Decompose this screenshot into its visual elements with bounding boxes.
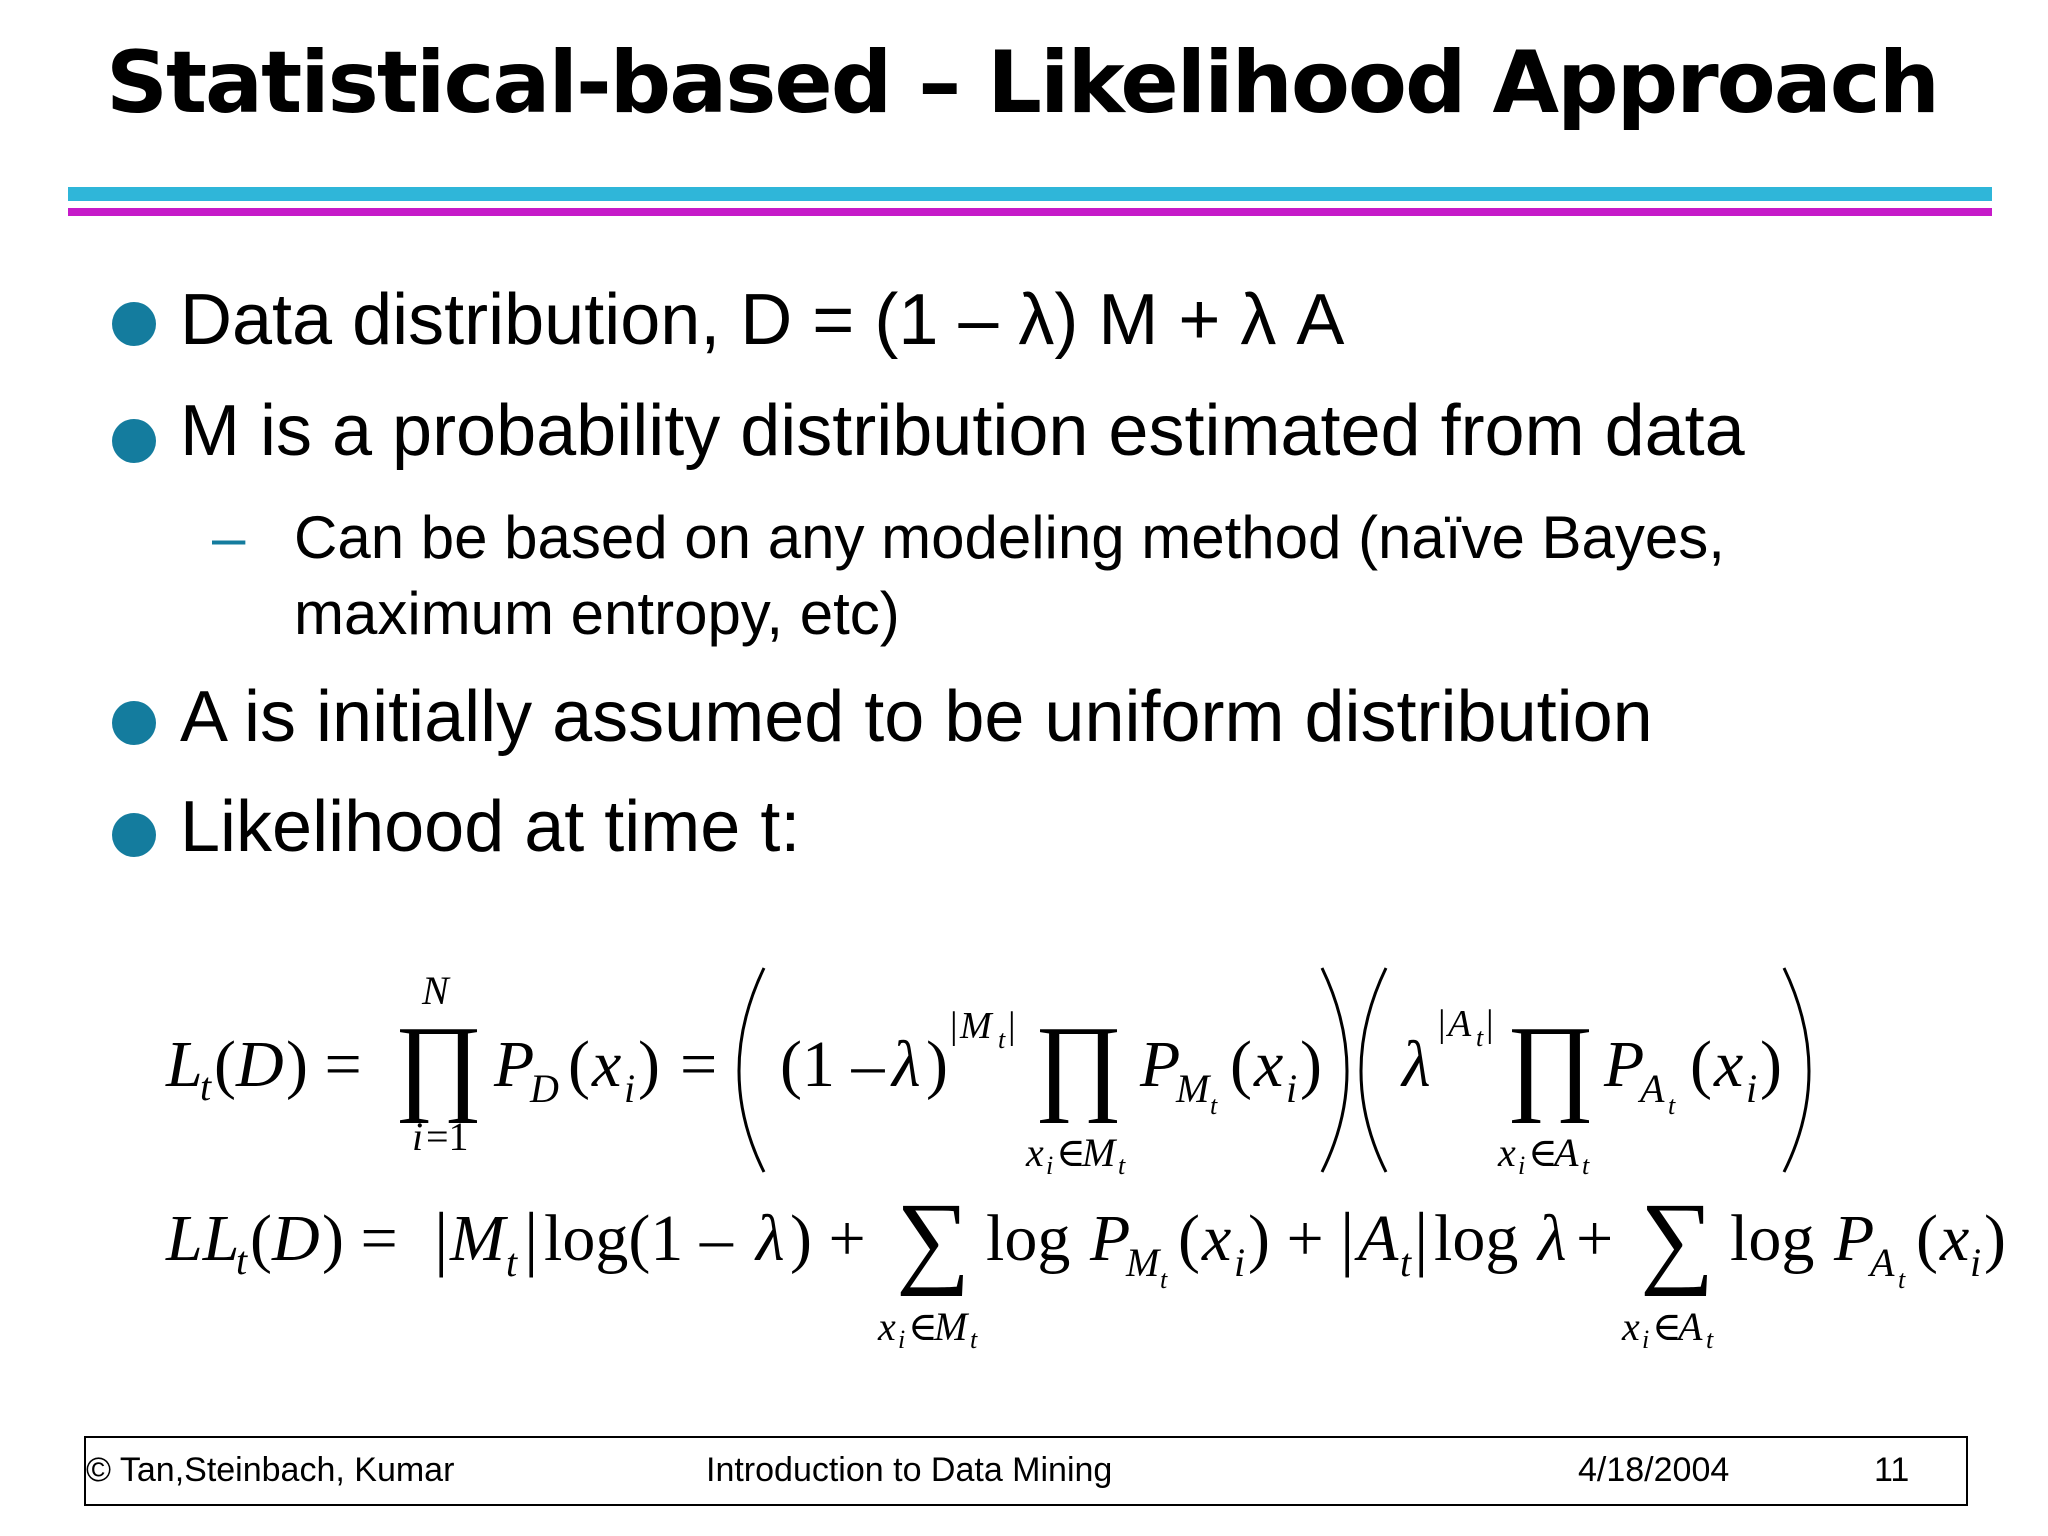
- svg-text:x: x: [878, 1304, 896, 1349]
- svg-text:M: M: [1082, 1130, 1116, 1175]
- log-likelihood-formula-math: [150, 1180, 2030, 1360]
- footer-page-number: 11: [1874, 1451, 1910, 1489]
- bullet-dot-icon: [112, 419, 156, 463]
- bullet-dot-icon: [112, 813, 156, 857]
- svg-text:i: i: [1234, 1240, 1246, 1285]
- svg-text:P: P: [1834, 1202, 1875, 1275]
- sub-bullet-line-2: maximum entropy, etc): [294, 580, 900, 647]
- svg-text:): ): [1300, 1028, 1322, 1101]
- svg-text:i: i: [412, 1114, 424, 1159]
- svg-text:(: (: [1230, 1028, 1252, 1101]
- svg-text:i: i: [1746, 1066, 1758, 1111]
- title-divider-gap: [68, 201, 1992, 208]
- svg-text:(1 –: (1 –: [780, 1028, 885, 1101]
- svg-text:x: x: [1026, 1130, 1044, 1175]
- svg-text:x: x: [1202, 1202, 1232, 1275]
- svg-text:log: log: [1434, 1202, 1519, 1275]
- svg-text:t: t: [506, 1240, 518, 1285]
- svg-text:t: t: [1476, 1023, 1484, 1052]
- svg-text:A: A: [1678, 1304, 1703, 1349]
- svg-text:M: M: [960, 1005, 992, 1047]
- svg-text:A: A: [1870, 1240, 1895, 1285]
- svg-text:|: |: [434, 1198, 449, 1278]
- svg-text:log(1 –: log(1 –: [544, 1202, 733, 1275]
- svg-text:i: i: [1046, 1151, 1054, 1180]
- svg-text:x: x: [1622, 1304, 1640, 1349]
- svg-text:): ): [1984, 1202, 2006, 1275]
- svg-text:N: N: [422, 968, 449, 1013]
- svg-text:log: log: [986, 1202, 1071, 1275]
- svg-text:P: P: [494, 1028, 535, 1101]
- svg-text:L: L: [166, 1028, 203, 1101]
- svg-text:x: x: [1940, 1202, 1970, 1275]
- title-divider-magenta: [68, 208, 1992, 216]
- svg-text:t: t: [970, 1325, 978, 1354]
- svg-text:P: P: [1604, 1028, 1645, 1101]
- svg-text:(: (: [1690, 1028, 1712, 1101]
- svg-text:): ): [638, 1028, 660, 1101]
- svg-text:(: (: [250, 1202, 272, 1275]
- svg-text:D: D: [272, 1202, 320, 1275]
- svg-text:i: i: [624, 1066, 636, 1111]
- svg-text:|: |: [1438, 1003, 1446, 1045]
- svg-text:∏: ∏: [1034, 1005, 1123, 1124]
- svg-text:M: M: [1126, 1240, 1160, 1285]
- likelihood-formula-math: [150, 960, 1970, 1180]
- svg-text:P: P: [1140, 1028, 1181, 1101]
- svg-text:i: i: [898, 1325, 906, 1354]
- svg-text:∑: ∑: [1640, 1182, 1715, 1297]
- svg-text:M: M: [450, 1202, 505, 1275]
- svg-text:t: t: [1118, 1151, 1126, 1180]
- svg-text:t: t: [1400, 1240, 1412, 1285]
- svg-text:) =: ) =: [286, 1028, 362, 1101]
- svg-text:∈: ∈: [1056, 1130, 1086, 1175]
- svg-text:) +: ) +: [1248, 1202, 1324, 1275]
- sub-bullet-dash: –: [212, 504, 246, 571]
- svg-text:): ): [1760, 1028, 1782, 1101]
- svg-text:λ: λ: [892, 1028, 921, 1101]
- svg-text:A: A: [1640, 1066, 1665, 1111]
- svg-text:A: A: [1358, 1202, 1399, 1275]
- svg-text:A: A: [1448, 1003, 1472, 1045]
- footer-copyright: © Tan,Steinbach, Kumar: [86, 1451, 455, 1489]
- svg-text:M: M: [1176, 1066, 1210, 1111]
- svg-text:∈: ∈: [1528, 1130, 1558, 1175]
- log-likelihood-formula: [150, 1180, 2030, 1365]
- bullet-text: A is initially assumed to be uniform distribution: [180, 677, 1653, 757]
- svg-text:|: |: [1008, 1005, 1016, 1047]
- svg-text:λ: λ: [1538, 1202, 1567, 1275]
- slide-title: Statistical-based – Likelihood Approach: [106, 33, 1938, 133]
- bullet-text: Likelihood at time t:: [180, 787, 801, 867]
- svg-text:|: |: [1414, 1198, 1429, 1278]
- svg-text:M: M: [934, 1304, 968, 1349]
- svg-text:x: x: [592, 1028, 622, 1101]
- svg-text:|: |: [1486, 1003, 1494, 1045]
- svg-text:t: t: [236, 1238, 248, 1283]
- footer-course: Introduction to Data Mining: [706, 1451, 1113, 1489]
- svg-text:) +: ) +: [790, 1202, 866, 1275]
- svg-text:x: x: [1498, 1130, 1516, 1175]
- svg-text:|: |: [524, 1198, 539, 1278]
- svg-text:=1: =1: [426, 1114, 469, 1159]
- svg-text:∈: ∈: [908, 1304, 938, 1349]
- svg-text:t: t: [1210, 1091, 1218, 1120]
- svg-text:λ: λ: [1402, 1028, 1431, 1101]
- bullet-dot-icon: [112, 302, 156, 346]
- svg-text:i: i: [1518, 1151, 1526, 1180]
- slide-footer: [84, 1436, 1968, 1506]
- svg-text:i: i: [1642, 1325, 1650, 1354]
- svg-text:) =: ) =: [322, 1202, 398, 1275]
- svg-text:|: |: [950, 1005, 958, 1047]
- svg-text:i: i: [1970, 1240, 1982, 1285]
- bullet-text: M is a probability distribution estimated from data: [180, 391, 1745, 471]
- sub-bullet-line-1: Can be based on any modeling method (naïve Bayes,: [294, 504, 1725, 571]
- svg-text:(: (: [214, 1028, 236, 1101]
- svg-text:D: D: [530, 1066, 559, 1111]
- svg-text:(: (: [568, 1028, 590, 1101]
- svg-text:A: A: [1554, 1130, 1579, 1175]
- footer-date: 4/18/2004: [1578, 1451, 1730, 1489]
- likelihood-formula: [150, 960, 1970, 1185]
- svg-text:x: x: [1714, 1028, 1744, 1101]
- title-divider-cyan: [68, 187, 1992, 201]
- svg-text:log: log: [1730, 1202, 1815, 1275]
- svg-text:t: t: [998, 1025, 1006, 1054]
- svg-text:t: t: [1898, 1265, 1906, 1294]
- svg-text:): ): [926, 1028, 948, 1101]
- svg-text:P: P: [1090, 1202, 1131, 1275]
- svg-text:+: +: [1576, 1202, 1614, 1275]
- svg-text:|: |: [1340, 1198, 1355, 1278]
- svg-text:(: (: [1916, 1202, 1938, 1275]
- svg-text:∏: ∏: [1506, 1005, 1595, 1124]
- svg-text:x: x: [1254, 1028, 1284, 1101]
- svg-text:i: i: [1286, 1066, 1298, 1111]
- svg-text:∏: ∏: [394, 1005, 483, 1124]
- svg-text:t: t: [1160, 1265, 1168, 1294]
- svg-text:LL: LL: [166, 1202, 240, 1275]
- svg-text:t: t: [200, 1064, 212, 1109]
- svg-text:=: =: [680, 1028, 718, 1101]
- svg-text:(: (: [1178, 1202, 1200, 1275]
- bullet-text: Data distribution, D = (1 – λ) M + λ A: [180, 280, 1345, 360]
- svg-text:∑: ∑: [896, 1182, 971, 1297]
- svg-text:∈: ∈: [1652, 1304, 1682, 1349]
- bullet-dot-icon: [112, 701, 156, 745]
- svg-text:λ: λ: [756, 1202, 785, 1275]
- svg-text:t: t: [1582, 1151, 1590, 1180]
- svg-text:t: t: [1668, 1091, 1676, 1120]
- svg-text:D: D: [236, 1028, 284, 1101]
- svg-text:t: t: [1706, 1325, 1714, 1354]
